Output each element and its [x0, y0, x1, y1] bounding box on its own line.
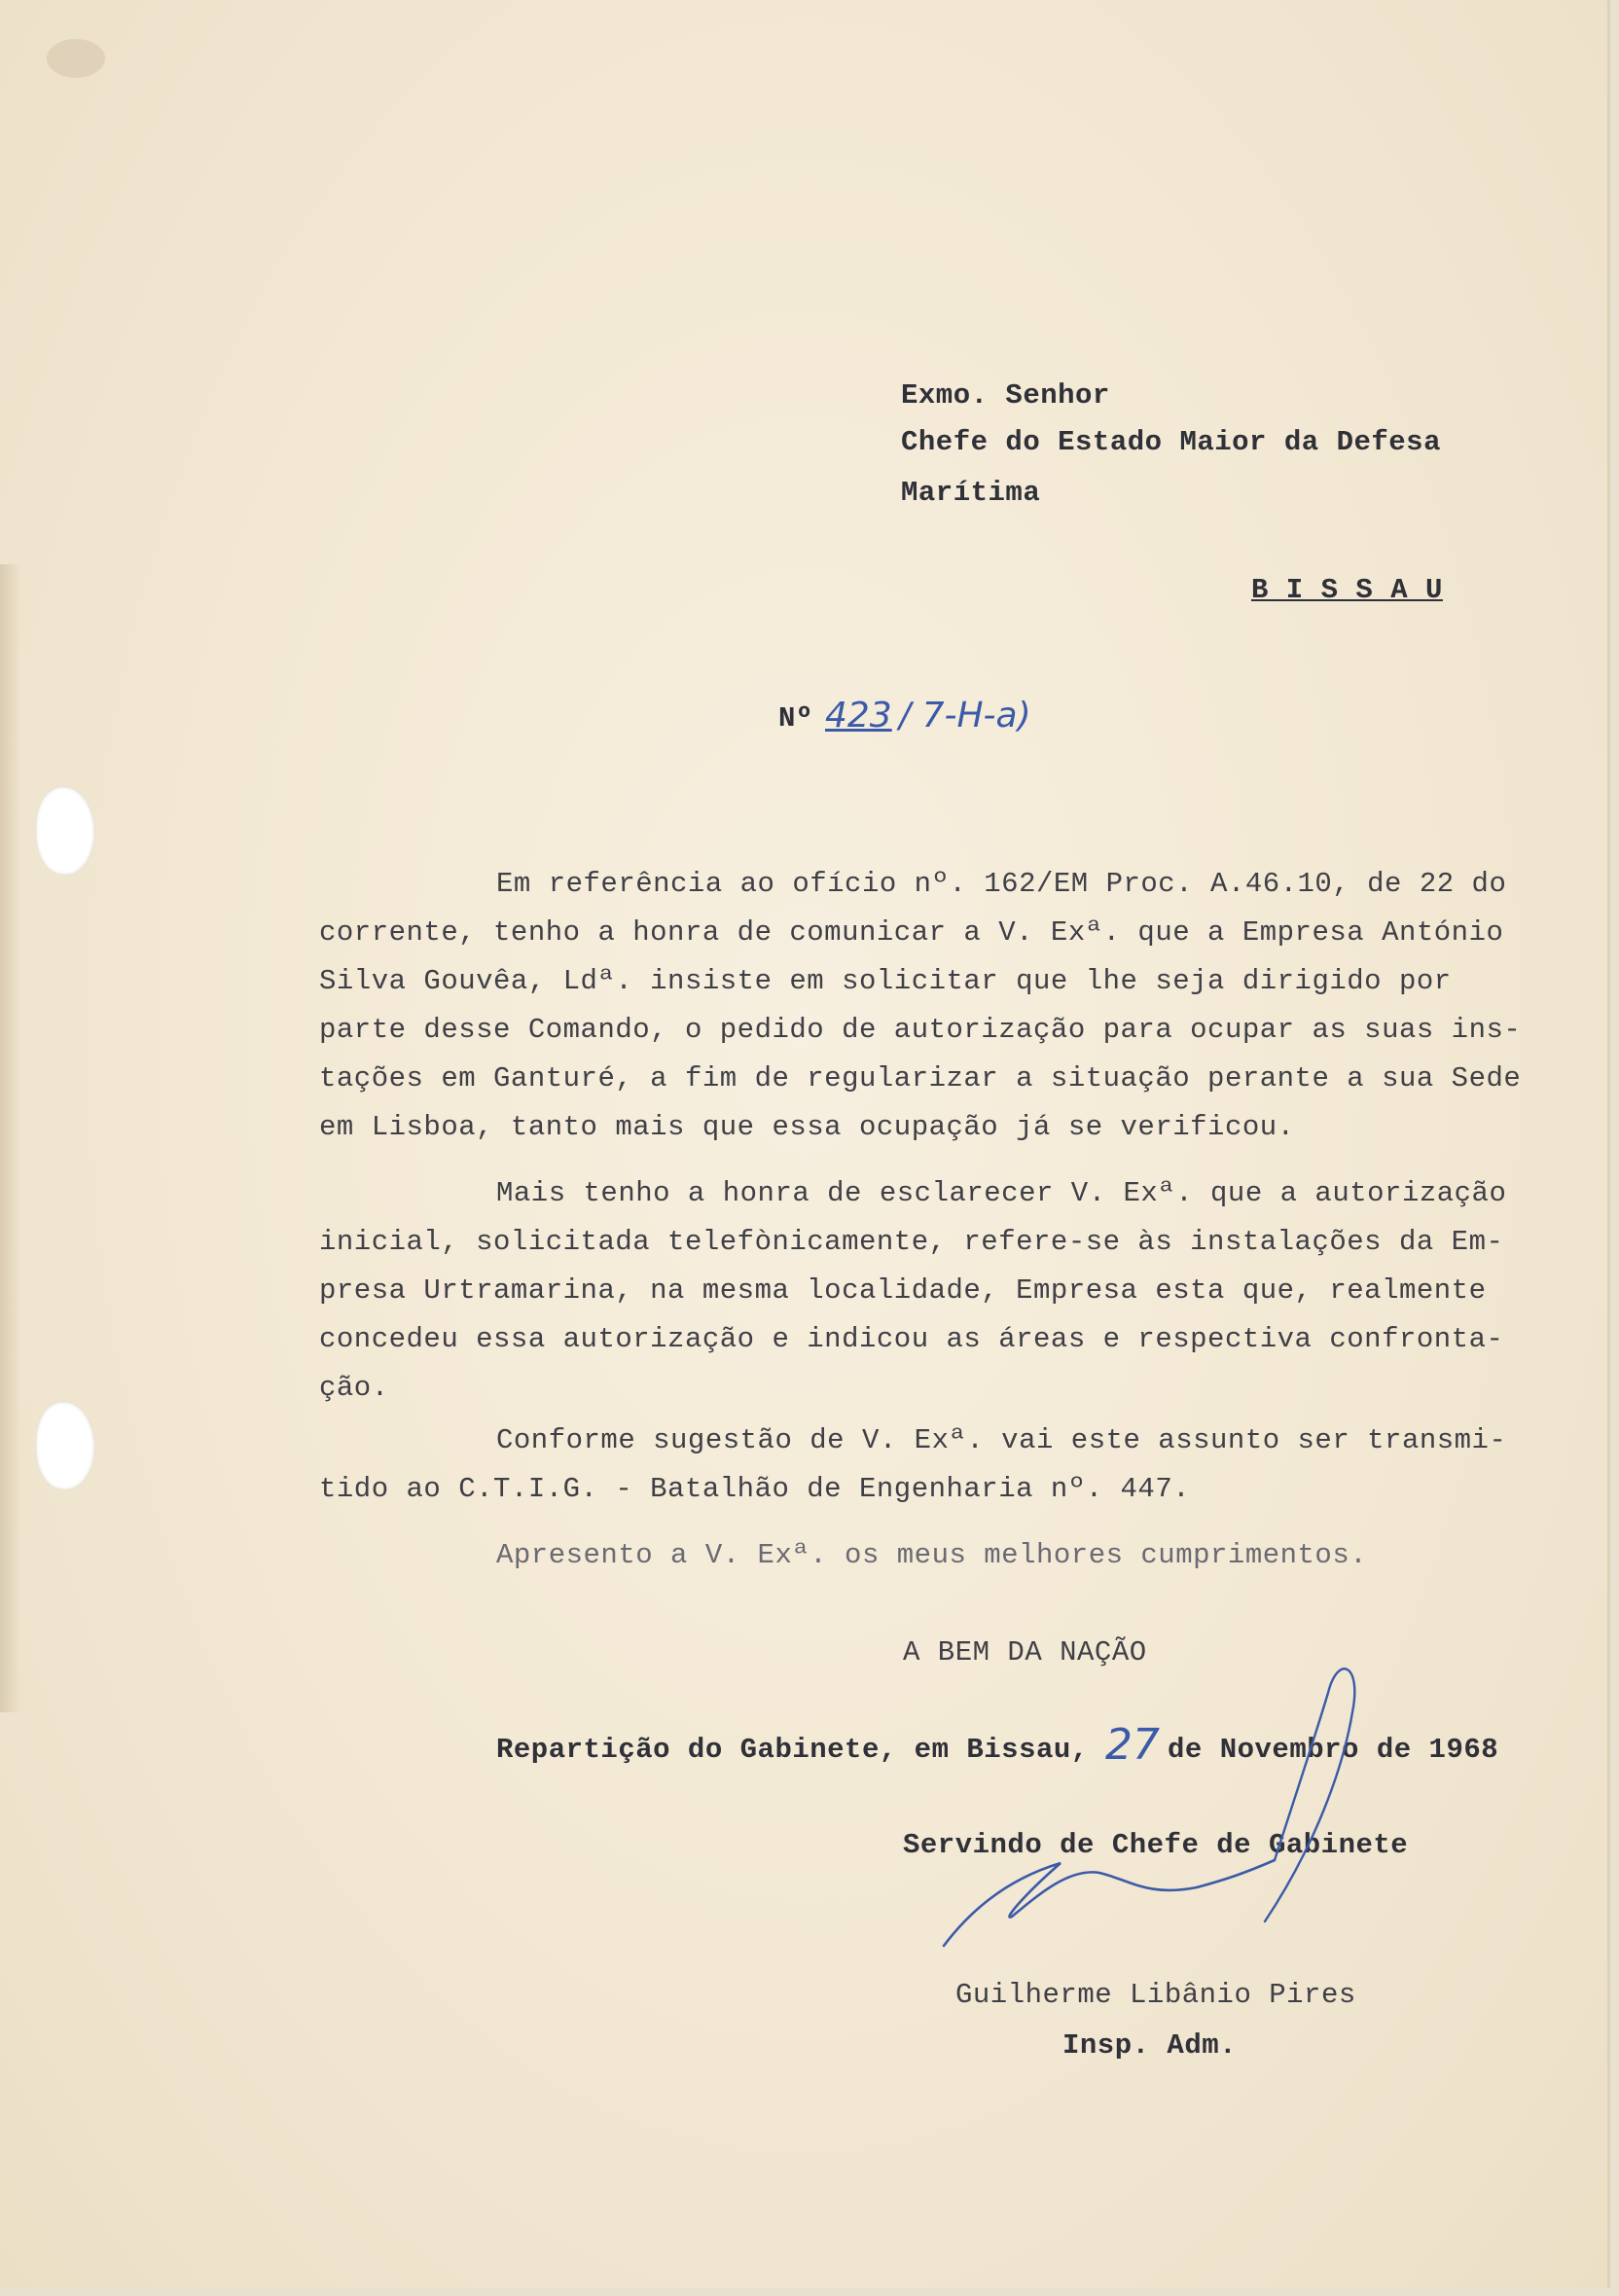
paragraph-1-line-2: corrente, tenho a honra de comunicar a V. Exª. que a Empresa António — [319, 916, 1504, 949]
reference-suffix: / 7-H-a) — [899, 696, 1031, 735]
recipient-city: B I S S A U — [1251, 574, 1443, 606]
punch-hole-bottom — [35, 1401, 95, 1490]
paragraph-2-line-2: inicial, solicitada telefònicamente, refere-se às instalações da Em- — [319, 1226, 1504, 1258]
recipient-line-1: Chefe do Estado Maior da Defesa — [901, 426, 1441, 458]
closing-place-prefix: Repartição do Gabinete, em Bissau, — [496, 1734, 1089, 1766]
recipient-line-2: Marítima — [901, 477, 1041, 509]
signatory-name: Guilherme Libânio Pires — [955, 1979, 1356, 2011]
closing-motto: A BEM DA NAÇÃO — [903, 1636, 1147, 1668]
paragraph-2-line-4: concedeu essa autorização e indicou as áreas e respectiva confronta- — [319, 1323, 1504, 1355]
paragraph-2-line-5: ção. — [319, 1372, 389, 1404]
paragraph-1-line-6: em Lisboa, tanto mais que essa ocupação já se verificou. — [319, 1111, 1295, 1143]
paragraph-1-line-3: Silva Gouvêa, Ldª. insiste em solicitar que lhe seja dirigido por — [319, 965, 1452, 997]
reference-number: 423 — [825, 696, 892, 735]
paragraph-1-line-1: Em referência ao ofício nº. 162/EM Proc. A.46.10, de 22 do — [496, 868, 1507, 900]
closing-place-suffix: de Novembro de 1968 — [1168, 1734, 1499, 1766]
closing-day-handwritten: 27 — [1105, 1720, 1160, 1770]
punch-hole-top — [35, 786, 95, 876]
reference-prefix: Nº — [778, 702, 813, 735]
paper-edge — [0, 564, 21, 1712]
recipient-salutation: Exmo. Senhor — [901, 379, 1110, 412]
paragraph-3-line-1: Conforme sugestão de V. Exª. vai este assunto ser transmi- — [496, 1424, 1507, 1456]
paragraph-2-line-3: presa Urtramarina, na mesma localidade, Empresa esta que, realmente — [319, 1274, 1487, 1307]
paragraph-3-line-2: tido ao C.T.I.G. - Batalhão de Engenharia nº. 447. — [319, 1473, 1191, 1505]
signature-scrawl — [905, 1654, 1411, 2004]
paragraph-1-line-4: parte desse Comando, o pedido de autorização para ocupar as suas ins- — [319, 1014, 1522, 1046]
paragraph-4: Apresento a V. Exª. os meus melhores cumprimentos. — [496, 1539, 1368, 1571]
paragraph-1-line-5: tações em Ganturé, a fim de regularizar a situação perante a sua Sede — [319, 1062, 1522, 1094]
closing-role: Servindo de Chefe de Gabinete — [903, 1829, 1409, 1861]
paragraph-2-line-1: Mais tenho a honra de esclarecer V. Exª. que a autorização — [496, 1177, 1507, 1209]
paper-stain — [47, 39, 105, 78]
signatory-title: Insp. Adm. — [1062, 2029, 1238, 2062]
